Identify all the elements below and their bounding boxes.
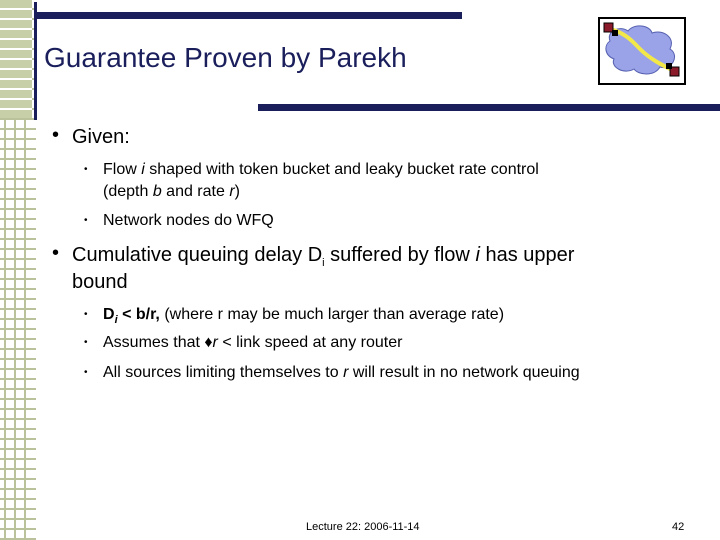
sub-bullet-wfq-text: Network nodes do WFQ [103, 212, 274, 229]
network-cloud-graphic [600, 19, 684, 83]
page-number: 42 [672, 521, 685, 533]
bullet-glyph: • [52, 242, 60, 264]
sub-bullet-glyph: • [84, 215, 88, 226]
bullet-glyph: • [52, 124, 60, 146]
sub-bullet-glyph: • [84, 367, 88, 378]
sub-bullet-glyph: • [84, 164, 88, 175]
sub-bullet-glyph: • [84, 309, 88, 320]
sub-bullet-all-sources-text: All sources limiting themselves to r will result in no network queuing [103, 364, 580, 381]
decorative-grid-strip-top [0, 0, 32, 118]
sum-symbol: ♦ [204, 334, 213, 351]
sub-bullet-glyph: • [84, 337, 88, 348]
sub-bullet-flow-shaped-text: Flow i shaped with token bucket and leaky bucket rate control [103, 161, 539, 178]
title-bottom-bar [258, 104, 720, 111]
bullet-given-text: Given: [72, 126, 130, 148]
bullet-delay-text: Cumulative queuing delay $D_i$ suffered by flow i has upper [72, 244, 575, 269]
title-top-bar [34, 12, 462, 19]
slide-title: Guarantee Proven by Parekh [44, 42, 407, 73]
sub-bullet-assumes-text: Assumes that ♦r < link speed at any router [103, 334, 403, 351]
sub-bullet-flow-shaped-text-line2: (depth b and rate r) [103, 183, 240, 200]
sub-bullet-bound-text: $D_i < b/r$, (where r may be much larger than average rate) [103, 306, 505, 327]
network-cloud-icon [598, 17, 686, 85]
title-frame-vertical-line [34, 2, 37, 120]
bullet-delay-text-line2: bound [72, 271, 128, 293]
footer-lecture: Lecture 22: 2006-11-14 [306, 521, 420, 533]
